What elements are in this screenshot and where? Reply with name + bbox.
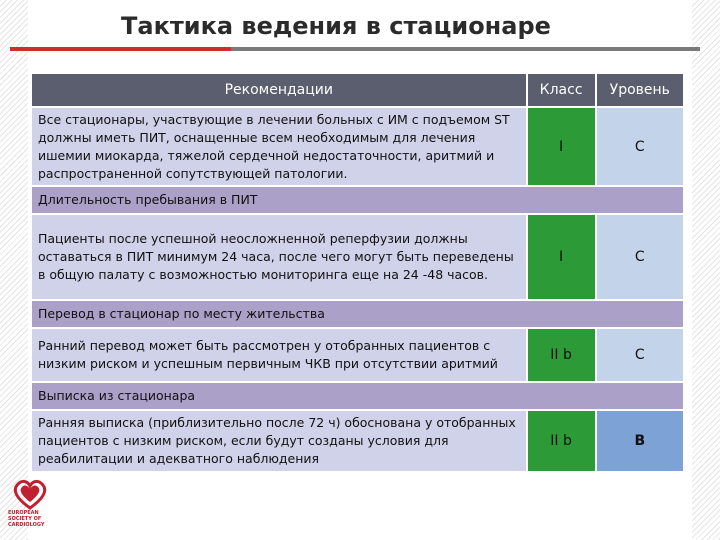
table-row xyxy=(31,107,684,186)
table-row xyxy=(31,328,684,382)
header-level: Уровень xyxy=(596,73,684,107)
right-decorative-stripes xyxy=(692,0,720,540)
table-header-row xyxy=(31,73,684,107)
level-cell: C xyxy=(596,328,684,382)
logo-text: EUROPEAN SOCIETY OF CARDIOLOGY xyxy=(8,510,45,528)
level-cell: C xyxy=(596,107,684,186)
header-recommendations: Рекомендации xyxy=(31,73,527,107)
table-row xyxy=(31,214,684,300)
section-heading: Выписка из стационара xyxy=(31,382,684,410)
slide-title: Тактика ведения в стационаре xyxy=(121,12,551,40)
recommendation-text: Ранний перевод может быть рассмотрен у отобранных пациентов с низким риском и успешным первичным ЧКВ при отсутствии аритмий xyxy=(31,328,527,382)
left-decorative-stripes xyxy=(0,0,28,540)
table-row xyxy=(31,410,684,472)
section-row xyxy=(31,300,684,328)
recommendation-text: Ранняя выписка (приблизительно после 72 ч) обоснована у отобранных пациентов с низким риском, если будут созданы условия для реабилитации и адекватного наблюдения xyxy=(31,410,527,472)
section-row xyxy=(31,186,684,214)
header-class: Класс xyxy=(527,73,596,107)
recommendation-text: Пациенты после успешной неосложненной реперфузии должны оставаться в ПИТ минимум 24 часа, после чего могут быть переведены в общую палату с возможностью мониторинга еще на 24 -48 часов. xyxy=(31,214,527,300)
class-cell: II b xyxy=(527,410,596,472)
class-cell: I xyxy=(527,214,596,300)
section-heading: Длительность пребывания в ПИТ xyxy=(31,186,684,214)
recommendation-text: Все стационары, участвующие в лечении больных с ИМ с подъемом ST должны иметь ПИТ, оснащенные всем необходимым для лечения ишемии миокарда, тяжелой сердечной недостаточности, аритмий и распространенной сопутствующей патологии. xyxy=(31,107,527,186)
class-cell: II b xyxy=(527,328,596,382)
class-cell: I xyxy=(527,107,596,186)
title-underline xyxy=(10,47,700,51)
section-heading: Перевод в стационар по месту жительства xyxy=(31,300,684,328)
level-cell: B xyxy=(596,410,684,472)
level-cell: C xyxy=(596,214,684,300)
section-row xyxy=(31,382,684,410)
recommendations-table xyxy=(30,72,685,473)
